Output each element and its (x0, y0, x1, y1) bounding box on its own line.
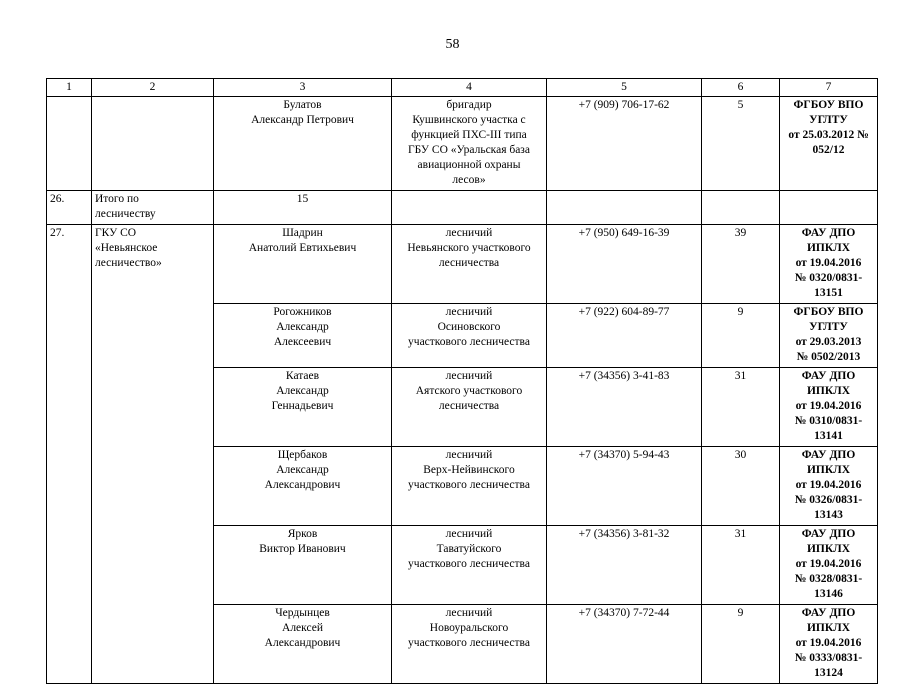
organization-line: ГКУ СО (95, 227, 137, 239)
education-line: ФАУ ДПО ИПКЛХ (801, 607, 856, 634)
position-line: ГБУ СО «Уральская база (408, 144, 530, 156)
education-line: от 19.04.2016 (795, 479, 862, 491)
education-cell (780, 447, 878, 526)
position-line: лесничий (445, 306, 493, 318)
experience-cell: 31 (702, 526, 780, 605)
position-line: Осиновского (437, 321, 501, 333)
name-line: Булатов (283, 99, 322, 111)
header-cell-7: 7 (780, 79, 878, 97)
experience-cell: 9 (702, 304, 780, 368)
organization-cell (92, 225, 214, 684)
empty-cell (392, 191, 547, 225)
position-line: Аятского участкового (415, 385, 523, 397)
employee-name-cell (214, 304, 392, 368)
education-line: № 0310/0831-13141 (794, 415, 863, 442)
table-row (47, 97, 878, 191)
position-line: лесничий (445, 449, 493, 461)
name-line: Чердынцев (275, 607, 330, 619)
position-line: участкового лесничества (408, 558, 530, 570)
position-cell (392, 447, 547, 526)
header-cell-6: 6 (702, 79, 780, 97)
name-line: Ярков (287, 528, 318, 540)
position-cell (392, 304, 547, 368)
experience-cell: 39 (702, 225, 780, 304)
empty-cell (547, 191, 702, 225)
empty-cell (702, 191, 780, 225)
total-label-cell (92, 191, 214, 225)
phone-cell: +7 (34356) 3-81-32 (547, 526, 702, 605)
position-line: Кушвинского участка с (412, 114, 526, 126)
phone-cell: +7 (34370) 5-94-43 (547, 447, 702, 526)
position-line: лесничий (445, 227, 493, 239)
row-number-cell: 26. (47, 191, 92, 225)
education-cell (780, 605, 878, 684)
header-cell-1: 1 (47, 79, 92, 97)
position-line: Верх-Нейвинского (423, 464, 515, 476)
empty-cell (780, 191, 878, 225)
position-cell (392, 605, 547, 684)
education-line: от 19.04.2016 (795, 558, 862, 570)
name-line: Александр (276, 464, 329, 476)
position-line: бригадир (446, 99, 492, 111)
position-line: лесничий (445, 607, 493, 619)
education-line: ФАУ ДПО ИПКЛХ (801, 370, 856, 397)
name-line: Александрович (264, 637, 341, 649)
education-cell (780, 97, 878, 191)
position-line: авиационной охраны (417, 159, 521, 171)
position-line: функцией ПХС-III типа (411, 129, 527, 141)
education-line: от 19.04.2016 (795, 400, 862, 412)
header-cell-4: 4 (392, 79, 547, 97)
name-line: Алексей (282, 622, 323, 634)
position-cell (392, 368, 547, 447)
education-line: № 0328/0831-13146 (794, 573, 863, 600)
education-line: ФГБОУ ВПО УГЛТУ (793, 99, 864, 126)
name-line: Шадрин (282, 227, 323, 239)
organization-line: «Невьянское (95, 242, 158, 254)
position-cell (392, 225, 547, 304)
experience-cell: 30 (702, 447, 780, 526)
education-line: ФГБОУ ВПО УГЛТУ (793, 306, 864, 333)
education-cell (780, 304, 878, 368)
row-number-cell: 27. (47, 225, 92, 684)
name-line: Александр Петрович (251, 114, 354, 126)
employee-name-cell (214, 447, 392, 526)
header-cell-2: 2 (92, 79, 214, 97)
name-line: Рогожников (273, 306, 332, 318)
phone-cell: +7 (34356) 3-41-83 (547, 368, 702, 447)
education-line: ФАУ ДПО ИПКЛХ (801, 449, 856, 476)
phone-cell: +7 (909) 706-17-62 (547, 97, 702, 191)
name-line: Александр (276, 321, 329, 333)
name-line: Анатолий Евтихьевич (248, 242, 357, 254)
position-line: участкового лесничества (408, 479, 530, 491)
personnel-table (46, 78, 878, 684)
name-line: Катаев (285, 370, 320, 382)
header-cell-3: 3 (214, 79, 392, 97)
organization-cell (92, 97, 214, 191)
experience-cell: 31 (702, 368, 780, 447)
phone-cell: +7 (950) 649-16-39 (547, 225, 702, 304)
position-line: участкового лесничества (408, 336, 530, 348)
organization-line: лесничество» (95, 257, 162, 269)
row-number-cell (47, 97, 92, 191)
name-line: Александр (276, 385, 329, 397)
position-line: лесничий (445, 528, 493, 540)
education-line: от 25.03.2012 № 052/12 (788, 129, 869, 156)
education-line: № 0326/0831-13143 (794, 494, 863, 521)
name-line: Виктор Иванович (259, 543, 346, 555)
employee-name-cell (214, 225, 392, 304)
total-row (47, 191, 878, 225)
phone-cell: +7 (34370) 7-72-44 (547, 605, 702, 684)
page-number: 58 (445, 37, 460, 52)
total-label-line: лесничеству (95, 208, 156, 220)
position-line: лесов» (452, 174, 486, 186)
education-cell (780, 526, 878, 605)
name-line: Геннадьевич (271, 400, 334, 412)
position-line: лесничий (445, 370, 493, 382)
name-line: Александрович (264, 479, 341, 491)
position-cell (392, 526, 547, 605)
employee-name-cell (214, 368, 392, 447)
education-line: ФАУ ДПО ИПКЛХ (801, 227, 856, 254)
education-cell (780, 368, 878, 447)
employee-name-cell (214, 97, 392, 191)
position-line: Невьянского участкового (407, 242, 531, 254)
name-line: Алексеевич (273, 336, 332, 348)
experience-cell: 9 (702, 605, 780, 684)
education-cell (780, 225, 878, 304)
employee-name-cell (214, 605, 392, 684)
education-line: № 0502/2013 (796, 351, 861, 363)
education-line: ФАУ ДПО ИПКЛХ (801, 528, 856, 555)
position-line: участкового лесничества (408, 637, 530, 649)
name-line: Щербаков (277, 449, 328, 461)
phone-cell: +7 (922) 604-89-77 (547, 304, 702, 368)
education-line: № 0320/0831-13151 (794, 272, 863, 299)
position-line: Таватуйского (436, 543, 502, 555)
position-line: лесничества (438, 257, 500, 269)
position-cell (392, 97, 547, 191)
total-label-line: Итого по (95, 193, 139, 205)
position-line: Новоуральского (429, 622, 509, 634)
header-row (47, 79, 878, 97)
total-count-cell: 15 (214, 191, 392, 225)
header-cell-5: 5 (547, 79, 702, 97)
education-line: № 0333/0831-13124 (794, 652, 863, 679)
table-row (47, 225, 878, 304)
education-line: от 19.04.2016 (795, 257, 862, 269)
education-line: от 29.03.2013 (795, 336, 862, 348)
employee-name-cell (214, 526, 392, 605)
position-line: лесничества (438, 400, 500, 412)
experience-cell: 5 (702, 97, 780, 191)
education-line: от 19.04.2016 (795, 637, 862, 649)
